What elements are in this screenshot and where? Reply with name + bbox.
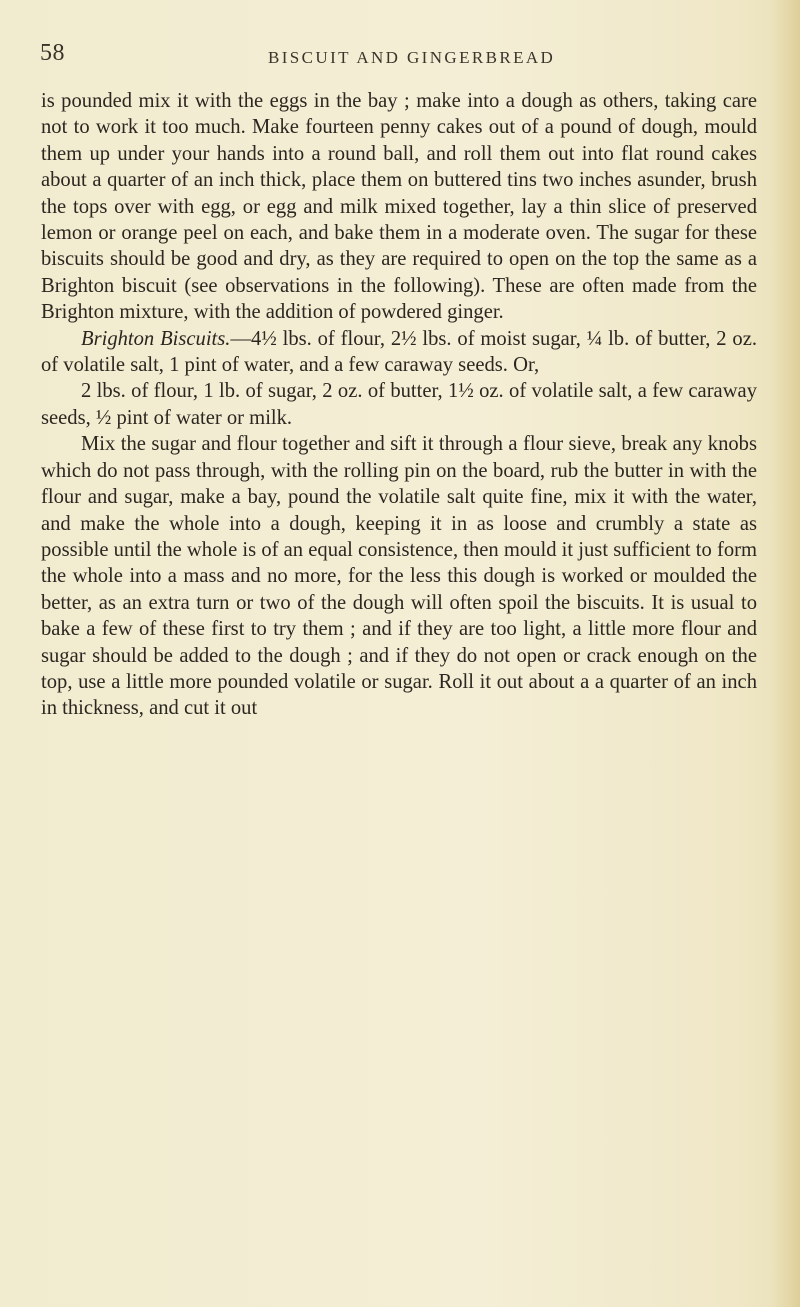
paragraph-text: 2 lbs. of flour, 1 lb. of sugar, 2 oz. of butter, 1½ oz. of volatile salt, a few caraway seeds, ½ pint of water or milk. <box>41 380 757 429</box>
page-edge-shadow <box>772 0 800 1307</box>
paragraph-alternate-recipe <box>41 378 757 431</box>
paragraph-brighton-biscuits <box>41 326 757 379</box>
paragraph-text: —4½ lbs. of flour, 2½ lbs. of moist sugar, ¼ lb. of butter, 2 oz. of volatile salt, 1 pint of water, and a few caraway seeds. Or, <box>41 327 758 377</box>
page-header <box>0 40 800 76</box>
running-head: BISCUIT AND GINGERBREAD <box>268 48 556 67</box>
page-body-text <box>41 88 757 722</box>
paragraph-text: is pounded mix it with the eggs in the bay ; make into a dough as others, taking care not to work it too much. Make fourteen penny cakes out of a pound of dough, mould them up under your hands into a round ball, and roll them out into flat round cakes about a quarter of an inch thick, place them on buttered tins two inches asunder, brush the tops over with egg, or egg and milk mixed together, lay a thin slice of preserved lemon or orange peel on each, and bake them in a moderate oven. The sugar for these biscuits should be good and dry, as they are required to open on the top the same as a Brighton biscuit (see observations in the following). These are often made from the Brighton mixture, with the addition of powdered ginger. <box>41 90 757 324</box>
paragraph-continuation <box>41 88 757 326</box>
page-number: 58 <box>40 40 65 66</box>
recipe-title: Brighton Biscuits. <box>81 327 231 350</box>
paragraph-text: Mix the sugar and flour together and sift it through a flour sieve, break any knobs which do not pass through, with the rolling pin on the board, rub the butter in with the flour and sugar, make a bay, pound the volatile salt quite fine, mix it with the water, and make the whole into a dough, keeping it in as loose and crumbly a state as possible until the whole is of an equal consistence, then mould it just sufficient to form the whole into a mass and no more, for the less this dough is worked or moulded the better, as an extra turn or two of the dough will often spoil the biscuits. It is usual to bake a few of these first to try them ; and if they are too light, a little more flour and sugar should be added to the dough ; and if they do not open or crack enough on the top, use a little more pounded volatile or sugar. Roll it out about a a quarter of an inch in thickness, and cut it out <box>41 433 757 720</box>
paragraph-method <box>41 431 757 721</box>
